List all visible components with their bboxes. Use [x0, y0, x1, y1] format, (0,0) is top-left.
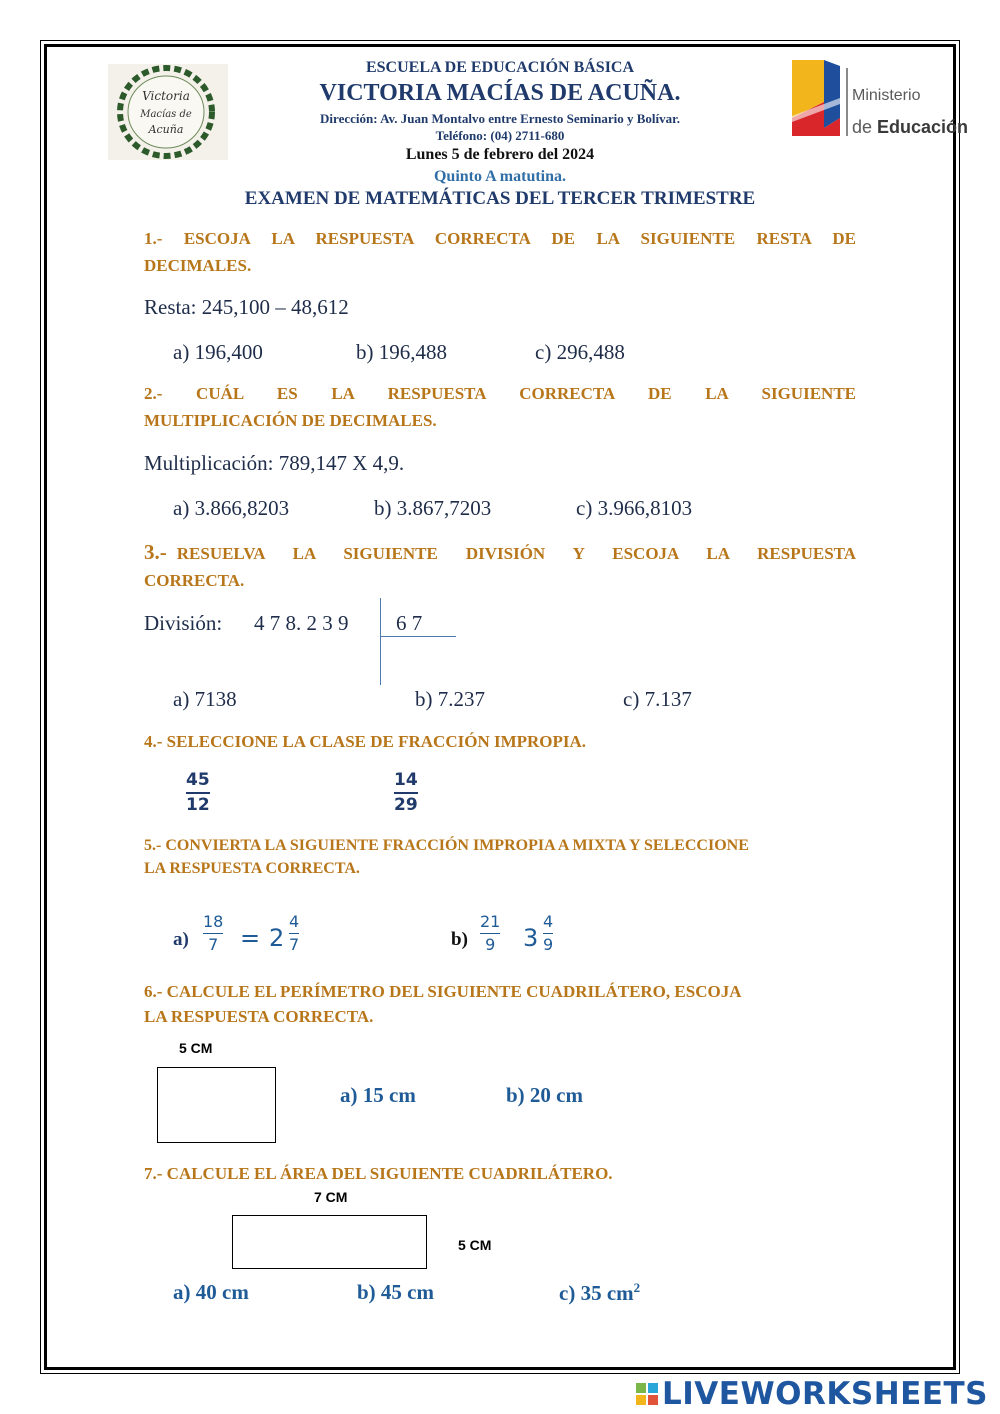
- q7-option-c-text: c) 35 cm: [559, 1281, 634, 1305]
- q5-b-mixed-fraction: 4 9: [543, 912, 554, 954]
- q6-option-a[interactable]: a) 15 cm: [340, 1083, 416, 1107]
- svg-text:Victoria: Victoria: [142, 89, 190, 103]
- q3-prompt-line1: [144, 540, 856, 565]
- school-phone: Teléfono: (04) 2711-680: [435, 128, 565, 143]
- q2-option-c[interactable]: c) 3.966,8103: [576, 496, 693, 520]
- q7-option-b[interactable]: b) 45 cm: [357, 1280, 434, 1304]
- q1-option-c[interactable]: c) 296,488: [535, 340, 625, 364]
- q7-quadrilateral: [232, 1215, 427, 1269]
- svg-text:Macías de: Macías de: [140, 109, 192, 120]
- q2-prompt-line2: MULTIPLICACIÓN DE DECIMALES.: [144, 411, 437, 430]
- school-type: ESCUELA DE EDUCACIÓN BÁSICA: [365, 59, 635, 76]
- q2-option-a[interactable]: a) 3.866,8203: [173, 496, 290, 520]
- q5-option-a-label: a): [173, 929, 189, 950]
- q6-prompt-line1: 6.- CALCULE EL PERÍMETRO DEL SIGUIENTE CUADRILÁTERO, ESCOJA: [144, 982, 742, 1001]
- q5-option-a[interactable]: [170, 910, 320, 966]
- q5-a-whole: 2: [269, 924, 285, 952]
- q5-a-equals: =: [240, 924, 261, 952]
- q1-prompt-line2: DECIMALES.: [144, 256, 252, 275]
- q3-option-a[interactable]: a) 7138: [173, 687, 237, 711]
- q3-dividend: 4 7 8. 2 3 9: [254, 611, 349, 635]
- exam-date: Lunes 5 de febrero del 2024: [405, 146, 595, 163]
- q3-prompt-text: RESUELVA LA SIGUIENTE DIVISIÓN Y ESCOJA LA RESPUESTA: [176, 544, 856, 563]
- q7-width-label: 7 CM: [314, 1189, 348, 1205]
- q4-prompt: 4.- SELECCIONE LA CLASE DE FRACCIÓN IMPROPIA.: [144, 732, 587, 751]
- q2-option-b[interactable]: b) 3.867,7203: [374, 496, 492, 520]
- q1-option-a[interactable]: a) 196,400: [173, 340, 263, 364]
- q3-statement-label: División:: [144, 611, 223, 635]
- liveworksheets-icon: [636, 1383, 658, 1407]
- q6-side-label: 5 CM: [179, 1040, 213, 1056]
- q3-number: 3.-: [144, 540, 167, 564]
- ministry-logo-line2: de Educación: [852, 117, 969, 137]
- exam-title: EXAMEN DE MATEMÁTICAS DEL TERCER TRIMESTRE: [244, 188, 756, 209]
- q4-fraction-a[interactable]: 45 12: [186, 770, 210, 815]
- q7-option-a[interactable]: a) 40 cm: [173, 1280, 249, 1304]
- school-name: VICTORIA MACÍAS DE ACUÑA.: [319, 80, 681, 106]
- q5-b-whole: 3: [523, 924, 539, 952]
- q7-option-c[interactable]: [559, 1280, 640, 1306]
- q3-divisor: 6 7: [396, 611, 423, 635]
- grade: Quinto A matutina.: [433, 168, 567, 185]
- q5-prompt-line2: LA RESPUESTA CORRECTA.: [144, 860, 360, 877]
- q6-quadrilateral: [157, 1067, 276, 1143]
- q5-b-fraction: 21 9: [480, 912, 501, 954]
- q3-option-c[interactable]: c) 7.137: [623, 687, 692, 711]
- division-horizontal-line: [380, 636, 456, 637]
- q6-option-b[interactable]: b) 20 cm: [506, 1083, 583, 1107]
- ministry-logo-line1: Ministerio: [852, 87, 921, 104]
- q6-prompt-line2: LA RESPUESTA CORRECTA.: [144, 1007, 374, 1026]
- q5-prompt-line1: 5.- CONVIERTA LA SIGUIENTE FRACCIÓN IMPROPIA A MIXTA Y SELECCIONE: [144, 837, 749, 854]
- q7-option-c-sup: 2: [633, 1280, 641, 1295]
- q3-option-b[interactable]: b) 7.237: [415, 687, 485, 711]
- q5-a-mixed-fraction: 4 7: [289, 912, 300, 954]
- q4-fraction-b[interactable]: 14 29: [394, 770, 418, 815]
- q1-statement: Resta: 245,100 – 48,612: [144, 295, 349, 319]
- q5-option-b-label: b): [451, 929, 468, 950]
- q2-prompt-line1: 2.- CUÁL ES LA RESPUESTA CORRECTA DE LA SIGUIENTE: [144, 384, 856, 403]
- school-address: Dirección: Av. Juan Montalvo entre Ernesto Seminario y Bolívar.: [320, 111, 680, 126]
- q5-option-b[interactable]: [448, 910, 578, 966]
- q1-option-b[interactable]: b) 196,488: [356, 340, 447, 364]
- q7-height-label: 5 CM: [458, 1237, 492, 1253]
- division-vertical-line: [380, 598, 381, 685]
- q1-prompt-line1: 1.- ESCOJA LA RESPUESTA CORRECTA DE LA SIGUIENTE RESTA DE: [144, 229, 856, 248]
- q2-statement: Multiplicación: 789,147 X 4,9.: [144, 451, 405, 475]
- q3-prompt-line2: CORRECTA.: [144, 571, 245, 590]
- liveworksheets-brand: [636, 1376, 988, 1412]
- svg-text:Acuña: Acuña: [148, 123, 184, 136]
- q7-prompt: 7.- CALCULE EL ÁREA DEL SIGUIENTE CUADRILÁTERO.: [144, 1164, 613, 1183]
- q5-a-fraction: 18 7: [203, 912, 224, 954]
- liveworksheets-text: LIVEWORKSHEETS: [662, 1376, 988, 1412]
